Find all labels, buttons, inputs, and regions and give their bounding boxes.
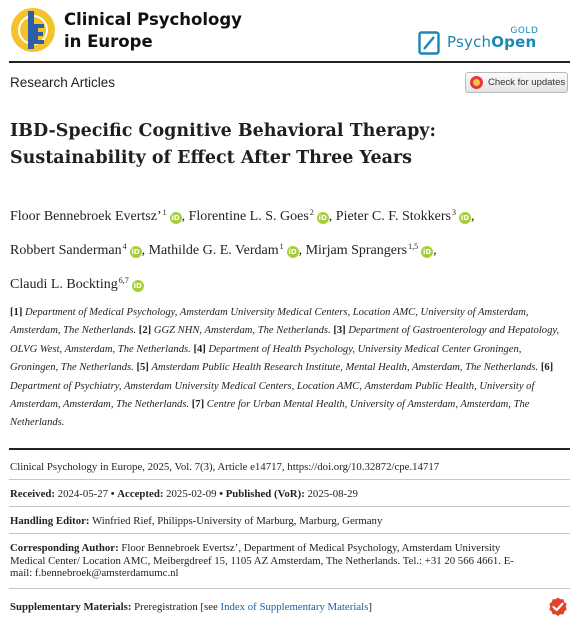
author[interactable]: Pieter C. F. Stokkers$^3$iD [335,208,470,224]
citation[interactable]: Clinical Psychology in Europe, 2025, Vol. 7(3), Article e14717, https://doi.org/10.32872/cpe.14717 [10,461,440,473]
article-section-label: Research Articles [10,75,116,90]
author[interactable]: Robbert Sanderman$^4$iD [10,242,140,258]
orcid-icon[interactable]: iD [422,248,432,256]
orcid-icon[interactable]: iD [460,214,470,222]
author-line-2: Robbert Sanderman$^4$iD , Mathilde G. E. Verdam$^1$iD , Mirjam Sprangers$^{1,5}$iD , [10,242,437,258]
metadata-divider [9,448,570,450]
affiliation-item: [1] Department of Medical Psychology, Amsterdam University Medical Centers, Location AMC, University of Amsterdam, Amsterdam, The Netherlands. [10,307,529,337]
affiliation-item: [6] Department of Psychiatry, Amsterdam University Medical Centers, Location AMC, Amsterdam Public Health, University of Amsterdam, Amsterdam, The Netherlands. [10,362,554,411]
article-title-line2: Sustainability of Effect After Three Years [10,148,413,168]
meta-rule [9,533,570,534]
psychopen-icon [418,31,440,55]
meta-rule [9,479,570,480]
meta-rule [9,588,570,589]
author[interactable]: Mirjam Sprangers$^{1,5}$iD [305,242,432,258]
affiliation-item: [4] Department of Health Psychology, University Medical Center Groningen, Groningen, The Netherlands. [10,343,522,374]
orcid-icon[interactable]: iD [288,248,297,256]
orcid-icon[interactable]: iD [133,282,142,290]
preregistration-badge-icon[interactable] [548,597,568,617]
orcid-icon[interactable]: iD [171,214,180,222]
orcid-icon[interactable]: iD [318,214,327,222]
affiliation-item: [5] Amsterdam Public Health Research Institute, Mental Health, Amsterdam, The Netherlands. [136,362,539,374]
corresponding-email[interactable]: mail: f.bennebroek@amsterdamumc.nl [10,567,179,579]
author[interactable]: Floor Bennebroek Evertsz’$^1$iD [10,208,180,224]
article-title [10,118,550,172]
journal-name[interactable] [64,9,242,53]
crossmark-icon [470,76,483,89]
author-list [10,198,570,300]
journal-logo-icon [9,6,57,54]
journal-name-line2: in Europe [64,32,153,51]
check-for-updates-button[interactable] [465,72,568,93]
psychopen-logo[interactable] [418,26,539,58]
author-line-1: Floor Bennebroek Evertsz’$^1$iD , Florentine L. S. Goes$^2$iD , Pieter C. F. Stokkers$^3$iD , [10,208,475,224]
supplementary-materials: Supplementary Materials: Preregistration [see Index of Supplementary Materials] [10,601,372,613]
affiliations [10,304,570,433]
dates: Received: 2024-05-27 • Accepted: 2025-02-09 • Published (VoR): 2025-08-29 [10,488,358,500]
author[interactable]: Florentine L. S. Goes$^2$iD [188,208,327,224]
psychopen-wordmark: PsychOpen [447,33,537,51]
author-line-3 [10,266,570,300]
affiliation-item: [7] Centre for Urban Mental Health, University of Amsterdam, Amsterdam, The Netherlands. [10,399,530,429]
affiliation-item: [2] GGZ NHN, Amsterdam, The Netherlands. [138,325,331,337]
meta-rule [9,506,570,507]
supplementary-index-link[interactable]: Index of Supplementary Materials [220,601,369,613]
corresponding-author: Corresponding Author: Floor Bennebroek Evertsz’, Department of Medical Psychology, Amsterdam University Medical Center/ Location AMC, Meibergdreef 15, 1105 AZ Amsterdam, The Netherlands. Tel.: +31 20 566 4661. E- mail: f.bennebroek@amsterdamumc.nl [10,542,568,580]
header-divider [9,61,570,63]
author[interactable]: Claudi L. Bockting$^{6,7}$iD [10,276,142,292]
journal-name-line1: Clinical Psychology [64,10,242,29]
handling-editor: Handling Editor: Winfried Rief, Philipps-University of Marburg, Marburg, Germany [10,515,383,527]
psychopen-gold-label: GOLD [510,26,539,36]
orcid-icon[interactable]: iD [131,248,140,256]
article-title-line1: IBD-Specific Cognitive Behavioral Therapy: [10,121,436,141]
check-for-updates-label: Check for updates [488,77,566,88]
affiliation-item: [3] Department of Gastroenterology and Hepatology, OLVG West, Amsterdam, The Netherlands. [10,325,560,355]
author[interactable]: Mathilde G. E. Verdam$^1$iD [148,242,297,258]
